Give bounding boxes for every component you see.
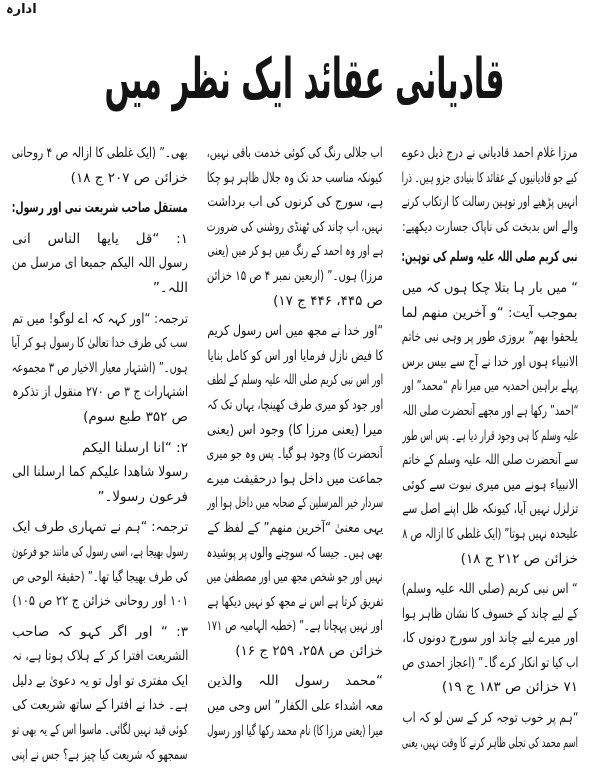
text-line — [207, 166, 383, 191]
text-line — [207, 264, 383, 289]
line-text: نہیں، اب چاند کی ٹھنڈی روشنی کی ضرورت — [207, 218, 383, 235]
line-text: سردار خیر المرسلین کے صحابہ میں داخل ہوا اور — [207, 495, 383, 512]
line-text: ایک مفتری تو اول تو یہ دعویٰ بے دلیل — [12, 672, 188, 689]
line-text: ۱۰۱ اور روحانی خزائن ج ۲۲ ص ۱۰۵) — [12, 593, 188, 610]
text-line — [12, 589, 188, 614]
line-text: سے آنحضرت صلی اللہ علیہ وسلم کے خاتم — [402, 452, 578, 469]
text-line — [402, 166, 578, 191]
line-text: علیحدہ نہیں ہوتا” (ایک غلطی کا ازالہ ص ۸ — [402, 525, 578, 542]
text-line — [207, 239, 383, 264]
text-line — [207, 669, 383, 694]
text-line — [12, 515, 188, 540]
paragraph — [12, 227, 188, 301]
text-line — [12, 669, 188, 694]
line-text: خزائن ص ۲۰۷ ج ۱۸) — [70, 169, 188, 186]
text-line — [207, 289, 383, 314]
line-text: اب جلالی رنگ کی کوئی خدمت باقی نہیں، — [207, 145, 383, 161]
text-line — [12, 196, 188, 221]
paragraph — [207, 319, 383, 663]
text-line — [402, 522, 578, 547]
line-text: “محمد رسول اللہ والذین — [207, 673, 383, 690]
text-line — [402, 245, 578, 270]
paragraph — [207, 669, 383, 743]
line-text: اللہ۔” — [152, 279, 188, 296]
text-line — [12, 620, 188, 645]
line-text: ۱: “قل یایھا الناس انی — [12, 230, 188, 247]
text-line — [12, 141, 188, 166]
paragraph — [12, 307, 188, 430]
column-2 — [207, 141, 383, 776]
line-text: رسول بھیجا ہے، اسی رسول کی مانند جو فرعون — [12, 543, 188, 560]
text-line — [402, 706, 578, 731]
text-line — [402, 190, 578, 215]
line-text: ہے، سورج کی کرنوں کی اب برداشت — [207, 194, 383, 211]
line-text: سب کی طرف خدا تعالیٰ کا رسول ہو کر آیا — [12, 335, 188, 352]
line-text: میرا (یعنی مرزا کا) وجود اس (یعنی — [207, 421, 383, 438]
text-line — [207, 215, 383, 240]
line-text: کیونکہ مناسب حد تک وہ جلال ظاہر ہو چکا — [207, 169, 383, 186]
line-text: یلحقوا بھم” بروزی طور پر وہی نبی خاتم — [402, 329, 578, 346]
line-text: ص ۴۴۵، ۴۴۶ ج ۱۷) — [273, 292, 383, 309]
text-line — [402, 626, 578, 651]
text-line — [207, 516, 383, 541]
line-text: معہ اشداء علی الکفار” اس وحی میں — [207, 698, 383, 715]
text-line — [207, 190, 383, 215]
section-label: ادارہ — [6, 2, 37, 17]
text-line — [207, 467, 383, 492]
line-text: کا فیض نازل فرمایا اور اس کو کامل بنایا — [207, 347, 383, 364]
text-line — [12, 460, 188, 485]
text-line — [207, 541, 383, 566]
text-line — [207, 565, 383, 590]
line-text: کوئی قید نہیں لگائی۔ ماسوا اس کے یہ بھی تو — [12, 722, 188, 739]
line-text: تزلزل نہیں آیا، کیونکہ ظل اپنے اصل سے — [402, 501, 578, 518]
text-line — [402, 276, 578, 301]
line-text: بھی۔” (ایک غلطی کا ازالہ ص ۴ روحانی — [12, 145, 188, 161]
line-text: میرا (یعنی مرزا کا) نام محمد رکھا گیا اور رسول — [207, 722, 383, 739]
text-line — [402, 141, 578, 166]
line-text: نہیں اور جو شخص مجھ میں اور مصطفیٰ میں — [207, 569, 383, 586]
paragraph — [207, 141, 383, 313]
line-text: “اور خدا نے مجھ میں اس رسول کریم — [207, 323, 383, 340]
line-text: اور نہیں پہچانا ہے۔” (خطبہ الہامیہ ص ۱۷۱ — [207, 618, 383, 635]
line-text: خزائن ص ۲۱۲ ج ۱۸) — [460, 550, 578, 567]
line-text: اور جود کو میری طرف کھینچا، یہاں تک کہ — [207, 396, 383, 413]
line-text: سمجھو کہ شریعت کیا چیز ہے؟ جس نے اپنی — [12, 746, 188, 763]
text-line — [402, 374, 578, 399]
line-text: الانبیاء ہونے میں میری نبوت سے کوئی — [402, 476, 578, 493]
text-line — [207, 393, 383, 418]
paragraph — [12, 515, 188, 613]
section-heading — [402, 245, 578, 270]
text-line — [12, 307, 188, 332]
text-line — [207, 319, 383, 344]
line-text: اسم محمد کی تجلی ظاہر کرنے کا وقت نہیں، یعنی — [402, 734, 578, 751]
text-line — [207, 694, 383, 719]
line-text: مرزا) ہوں۔” (اربعین نمبر ۴ ص ۱۵ خزائن — [207, 267, 383, 284]
text-line — [207, 344, 383, 369]
line-text: ص ۳۵۲ طبع سوم) — [83, 408, 188, 425]
page-title: قادیانی عقائد ایک نظر میں — [105, 47, 505, 112]
line-text: “ہم پر خوب توجہ کر کے سن لو کہ اب — [402, 710, 578, 727]
line-text: مستقل صاحب شریعت نبی اور رسول: — [12, 200, 188, 217]
text-line — [207, 442, 383, 467]
line-text: الشریعت افترا کر کے ہلاک ہوتا ہے، نہ — [12, 648, 188, 665]
text-line — [402, 325, 578, 350]
line-text: نبی کریم صلی اللہ علیہ وسلم کی توہین: — [402, 249, 578, 266]
text-line — [207, 141, 383, 166]
text-line — [402, 497, 578, 522]
line-text: کیے جو قادیانیوں کے عقائد کا بنیادی جزو ہیں۔ ذرا — [402, 169, 578, 186]
text-line — [12, 276, 188, 301]
text-line — [402, 731, 578, 756]
line-text: پہلے براہین احمدیہ میں میرا نام “محمد” اور — [402, 378, 578, 395]
text-line — [402, 547, 578, 572]
paragraph — [12, 141, 188, 190]
text-line — [12, 405, 188, 430]
line-text: جماعت میں داخل ہوا درحقیقت میرے — [207, 470, 383, 487]
line-text: انہیں پڑھیے اور توہین رسالت کا ارتکاب کرنے — [402, 194, 578, 211]
text-line — [12, 227, 188, 252]
text-line — [402, 651, 578, 676]
line-text: اور میرے لیے چاند اور سورج دونوں کا، — [402, 630, 578, 647]
line-text: خزائن ص ۲۵۸، ۲۵۹ ج ۱۶) — [235, 642, 383, 659]
line-text: یہی معنیٰ “آخرین منھم” کے لفظ کے — [207, 519, 383, 536]
text-line — [12, 436, 188, 461]
line-text: بھی ہیں۔ جیسا کہ سوچنے والوں پر پوشیدہ — [207, 544, 383, 561]
text-line — [207, 639, 383, 664]
line-text: آنحضرت کا) وجود ہو گیا۔ پس وہ جو میری — [207, 446, 383, 463]
text-line — [402, 602, 578, 627]
text-line — [12, 743, 188, 768]
text-line — [12, 166, 188, 191]
text-line — [12, 693, 188, 718]
text-line — [207, 590, 383, 615]
line-text: بموجب آیت: “و آخرین منھم لما — [402, 304, 578, 321]
text-line — [402, 215, 578, 240]
line-text: رسول اللہ الیکم جمیعا ای مرسل من — [12, 255, 188, 272]
line-text: “احمد” رکھا ہے اور مجھے آنحضرت صلی اللہ — [402, 402, 578, 419]
line-text: ہے اور وہ احمد کے رنگ میں ہو کر میں (یعنی — [207, 243, 383, 260]
text-line — [12, 485, 188, 510]
line-text: علیہ وسلم کا ہی وجود قرار دیا ہے۔ پس اس طور — [402, 427, 578, 444]
line-text: ہے۔ خدا نے افترا کے ساتھ شریعت کی — [12, 697, 188, 714]
text-line — [207, 614, 383, 639]
line-text: مرزا غلام احمد قادیانی نے درج ذیل دعوے — [402, 145, 578, 161]
paragraph — [402, 276, 578, 571]
line-text: ہوں۔” (اشتہار معیار الاخیار ص ۳ مجموعہ — [12, 359, 188, 376]
text-line — [402, 473, 578, 498]
text-line — [402, 448, 578, 473]
line-text: ترجمہ: “ہم نے تمہاری طرف ایک — [12, 519, 188, 536]
text-line — [402, 675, 578, 700]
line-text: اب کیا تو انکار کرے گا۔” (اعجاز احمدی ص — [402, 654, 578, 671]
paragraph — [402, 706, 578, 755]
paragraph — [12, 436, 188, 510]
line-text: ۲: “انا ارسلنا الیکم — [82, 439, 188, 456]
title-banner — [100, 28, 510, 132]
text-line — [12, 356, 188, 381]
section-heading — [12, 196, 188, 221]
text-line — [402, 577, 578, 602]
line-text: رسولا شاھدا علیکم کما ارسلنا الی — [12, 464, 188, 481]
line-text: والے اس بدبخت کی ناپاک جسارت دیکھیے: — [402, 218, 578, 235]
text-line — [12, 331, 188, 356]
paragraph — [402, 577, 578, 700]
text-line — [12, 380, 188, 405]
line-text: “ میں بار ہا بتلا چکا ہوں کہ میں — [402, 279, 578, 296]
text-line — [12, 565, 188, 590]
text-line — [207, 418, 383, 443]
columns — [12, 141, 578, 776]
column-1 — [402, 141, 578, 776]
line-text: الانبیاء ہوں اور خدا نے آج سے بیس برس — [402, 353, 578, 370]
text-line — [207, 719, 383, 744]
text-line — [12, 718, 188, 743]
line-text: کے لیے چاند کے خسوف کا نشان ظاہر ہوا — [402, 605, 578, 622]
paragraph — [12, 620, 188, 768]
text-line — [402, 399, 578, 424]
text-line — [402, 424, 578, 449]
line-text: ۳: “ اور اگر کہو کہ صاحب — [12, 623, 188, 640]
text-line — [402, 301, 578, 326]
text-line — [12, 251, 188, 276]
line-text: تفریق کرتا ہے اس نے مجھ کو نہیں دیکھا ہے — [207, 593, 383, 610]
line-text: “ اس نبی کریم (صلی اللہ علیہ وسلم) — [402, 581, 578, 598]
paragraph — [402, 141, 578, 239]
text-line — [12, 540, 188, 565]
line-text: ۷۱ خزائن ص ۱۸۳ ج ۱۹) — [441, 679, 578, 696]
line-text: فرعون رسولا۔” — [97, 488, 188, 505]
text-line — [207, 491, 383, 516]
text-line — [12, 644, 188, 669]
column-3 — [12, 141, 188, 776]
text-line — [207, 368, 383, 393]
line-text: ترجمہ: “اور کہہ کہ اے لوگو! میں تم — [12, 310, 188, 327]
line-text: اور اس نبی کریم صلی اللہ علیہ وسلم کے لطف — [207, 372, 383, 389]
text-line — [402, 350, 578, 375]
line-text: کی طرف بھیجا گیا تھا۔” (حقیقۃ الوحی ص — [12, 568, 188, 585]
line-text: اشتہارات ج ۳ ص ۲۷۰ منقول از تذکرہ — [12, 384, 188, 401]
